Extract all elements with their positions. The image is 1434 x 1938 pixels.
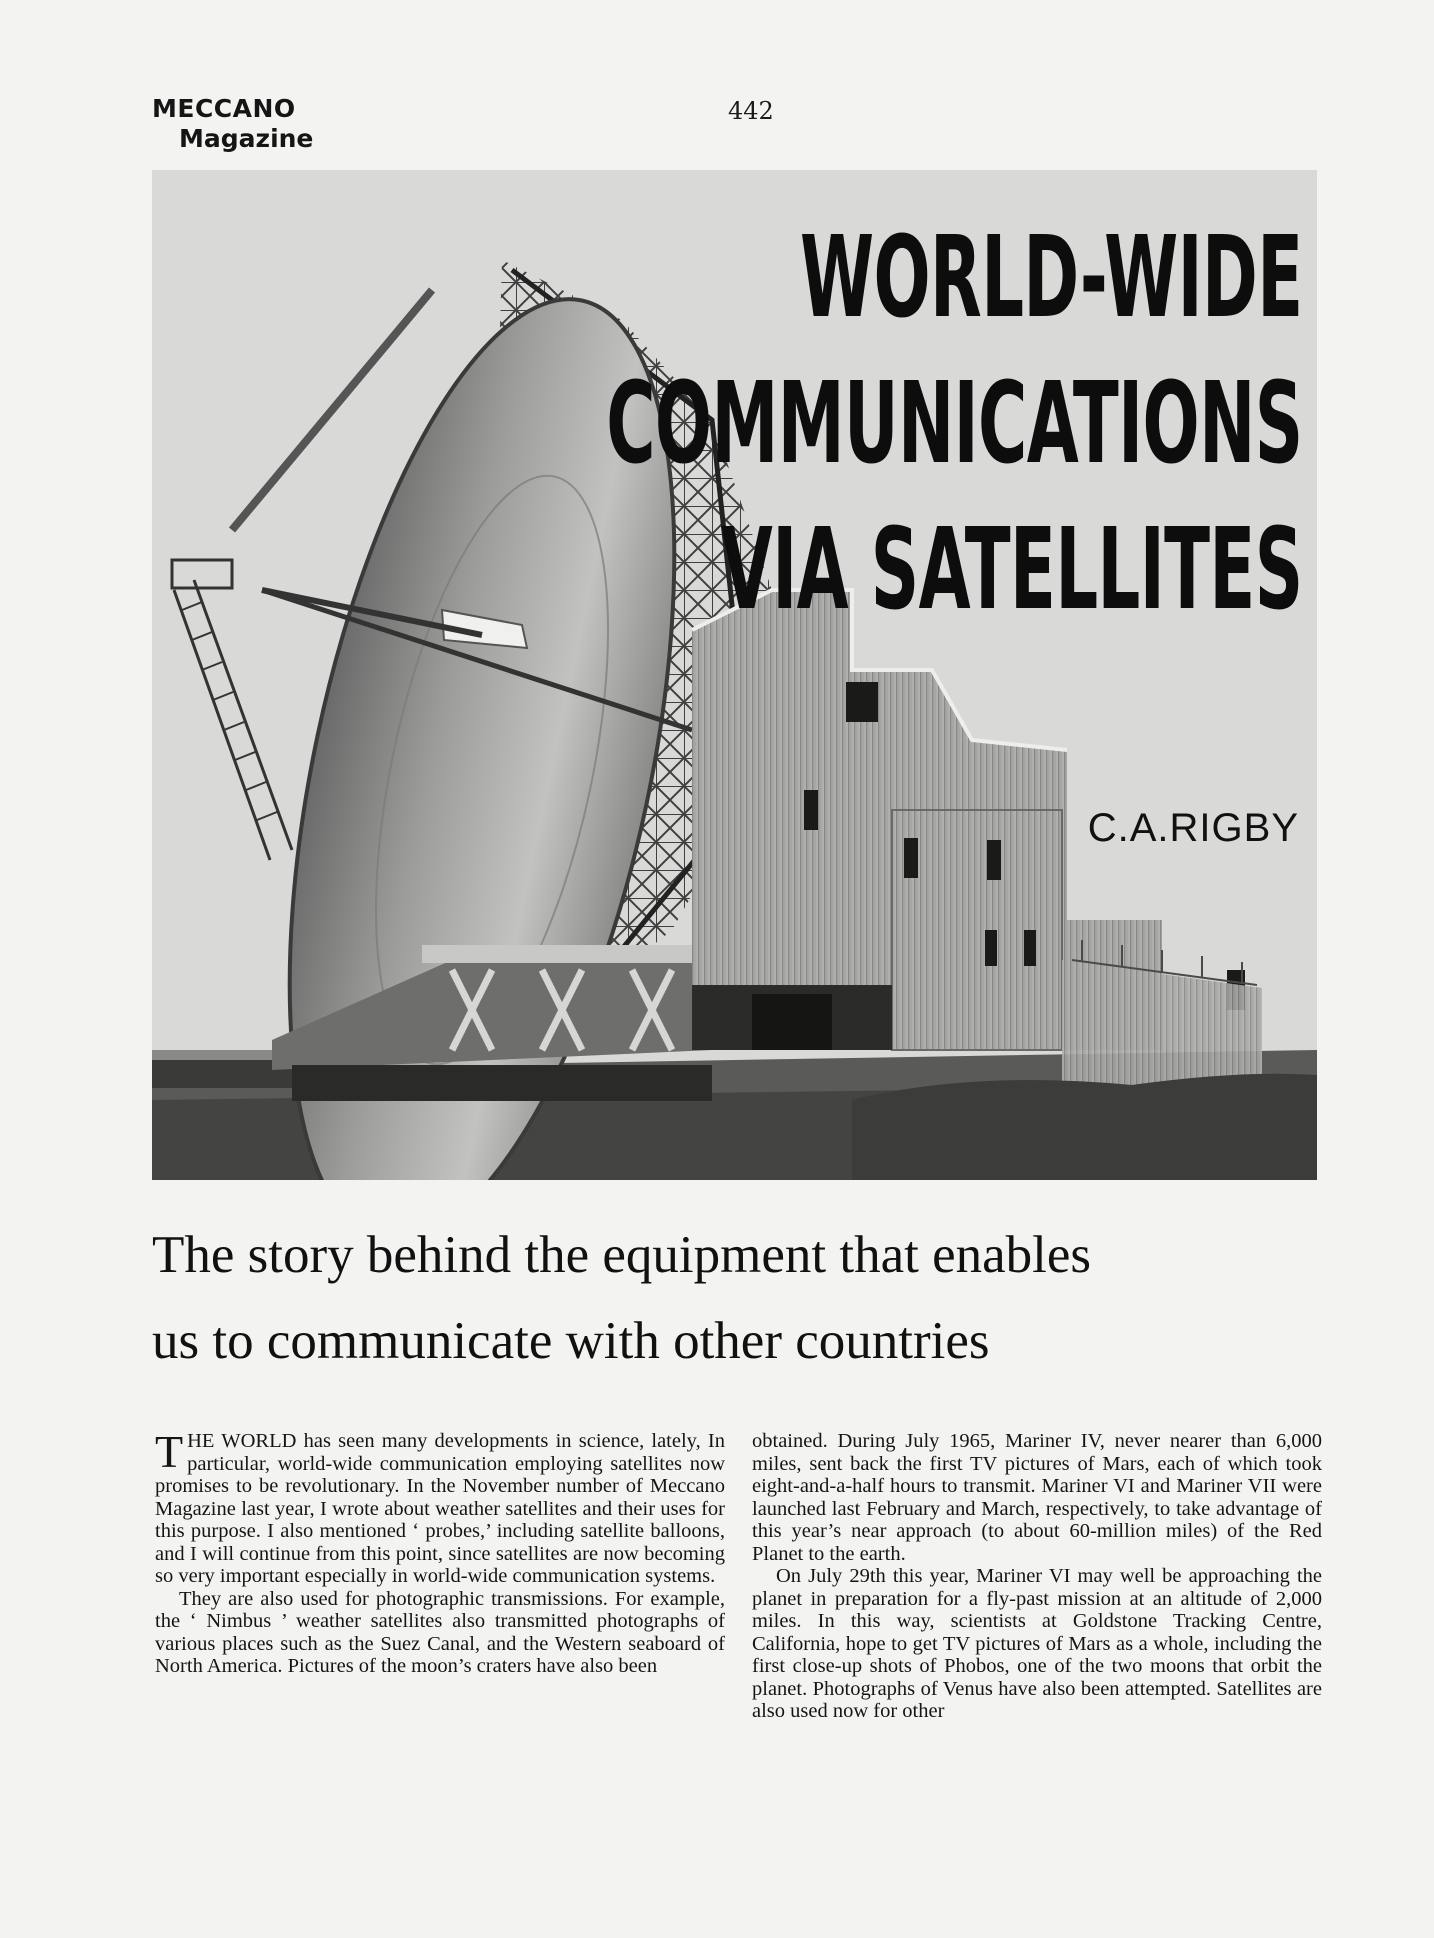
magazine-masthead [152, 96, 313, 151]
page-number: 442 [728, 97, 774, 125]
subtitle-line-1: The story behind the equipment that enables [152, 1226, 1092, 1284]
headline-line-2: COMMUNICATIONS [606, 359, 1303, 489]
article-headline [152, 213, 1303, 635]
article-subtitle [152, 1212, 1322, 1384]
antenna-photo [152, 170, 1317, 1180]
body-column-right [752, 1430, 1322, 1723]
paragraph-text: HE WORLD has seen many developments in science, lately, In particular, world-wide communication employing satellites now promises to be revolutionary. In the November number of Meccano Magazine last year, I wrote about weather satellites and their uses for this purpose. I also mentioned ‘ probes,’ including satellite balloons, and I will continue from this point, since satellites are now becoming so very important especially in world-wide communication systems. [155, 1430, 725, 1587]
body-paragraph: obtained. During July 1965, Mariner IV, never nearer than 6,000 miles, sent back the first TV pictures of Mars, each of which took eight-and-a-half hours to transmit. Mariner VI and Mariner VII were launched last February and March, respectively, to take advantage of this year’s near approach (to about 60-million miles) of the Red Planet to the earth. [752, 1430, 1322, 1565]
body-column-left [155, 1426, 725, 1678]
masthead-subtitle: Magazine [179, 124, 314, 153]
headline-line-3: VIA SATELLITES [721, 505, 1303, 635]
masthead-title: MECCANO [152, 94, 296, 123]
body-paragraph: On July 29th this year, Mariner VI may well be approaching the planet in preparation for a fly-past mission at an altitude of 2,000 miles. In this way, scientists at Goldstone Tracking Centre, California, hope to get TV pictures of Mars as a whole, including the first close-up shots of Phobos, one of the two moons that orbit the planet. Photographs of Venus have also been attempted. Satellites are also used now for other [752, 1565, 1322, 1722]
body-paragraph [155, 1426, 725, 1588]
drop-cap: T [155, 1426, 184, 1477]
author-byline: C.A.RIGBY [1087, 806, 1299, 850]
body-paragraph: They are also used for photographic transmissions. For example, the ‘ Nimbus ’ weather satellites also transmitted photographs of various places such as the Suez Canal, and the Western seaboard of North America. Pictures of the moon’s craters have also been [155, 1587, 725, 1677]
subtitle-line-2: us to communicate with other countries [152, 1312, 990, 1370]
headline-line-1: WORLD-WIDE [800, 213, 1303, 343]
